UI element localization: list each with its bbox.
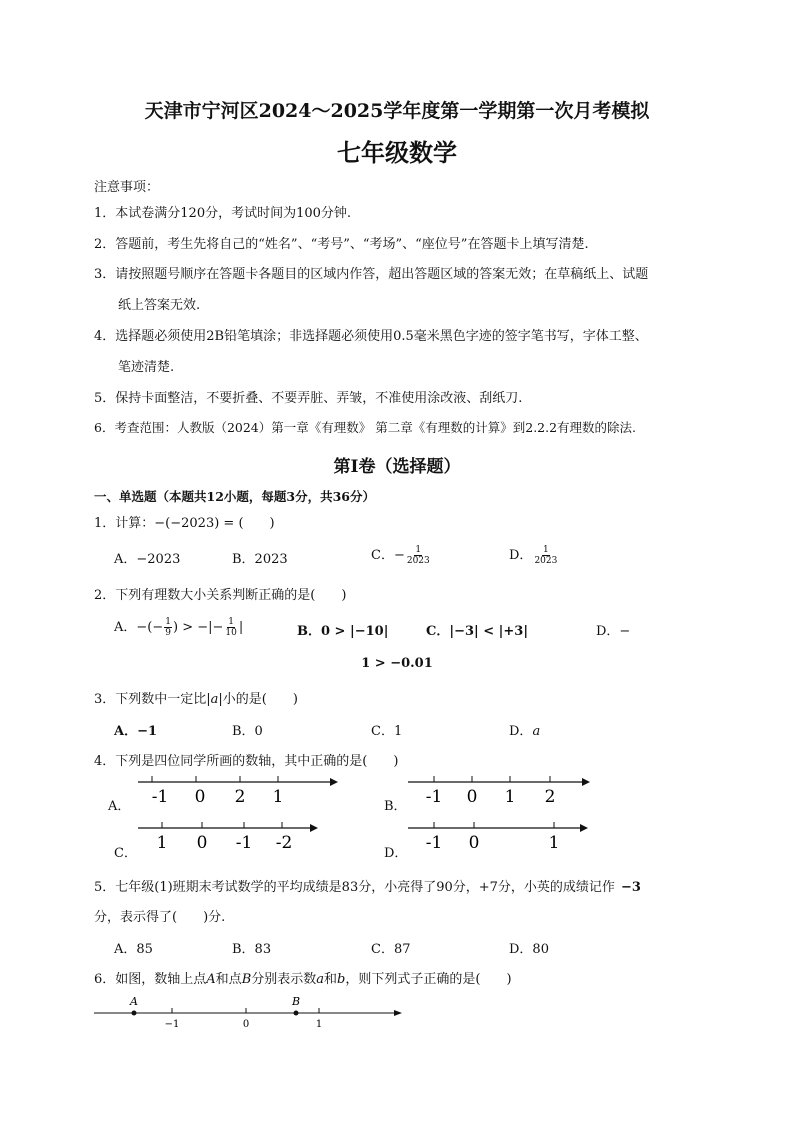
part-heading: 一、单选题（本题共12小题，每题3分，共36分）: [94, 489, 375, 504]
q1-d-num: 1: [543, 545, 549, 555]
note-item: 纸上答案无效.: [118, 298, 201, 313]
q1-option-d-prefix: D．: [509, 548, 533, 563]
exam-subtitle: 七年级数学: [337, 138, 457, 167]
note-item: 1．本试卷满分120分，考试时间为100分钟.: [94, 206, 352, 221]
q2-a-num2: 1: [228, 617, 234, 627]
q4-c-tick-1: 1: [156, 833, 168, 853]
notes-heading: 注意事项：: [94, 180, 160, 195]
q1-option-a: A．−2023: [114, 552, 181, 567]
q4-c-number-line: [138, 818, 320, 858]
q1-option-d: [509, 544, 559, 566]
q1-c-num: 1: [415, 545, 422, 555]
q2-option-d: D．−: [596, 624, 631, 639]
q1-option-c: [371, 544, 432, 566]
q6-stem-mid1: 和点: [215, 972, 242, 987]
q4-c-tick-4: -2: [275, 833, 293, 853]
section-title: 第Ⅰ卷（选择题）: [333, 457, 461, 477]
q2-option-b: B．0 > |−10|: [297, 624, 389, 639]
q1-c-den: 2023: [406, 556, 430, 566]
q4-option-a: A．: [108, 799, 131, 814]
q6-stem-mid3: 和: [324, 972, 338, 987]
q2-option-d-cont: 1 > −0.01: [361, 656, 433, 671]
q4-c-tick-3: -1: [235, 833, 253, 853]
q5-line-2: 分，表示得了( )分.: [94, 910, 226, 925]
q1-d-fraction: [533, 545, 558, 566]
note-item: 笔迹清楚.: [118, 360, 175, 375]
q2-a-prefix: A．−(−: [114, 620, 164, 635]
q4-b-tick-4: 2: [544, 787, 556, 807]
q2-a-mid: ) > −|−: [172, 620, 224, 635]
q1-d-den: 2023: [534, 556, 558, 566]
q6-tick-neg1: −1: [164, 1019, 180, 1030]
q5-option-c: C．87: [371, 942, 411, 957]
q4-a-tick-4: 1: [272, 787, 284, 807]
q1-option-b: B．2023: [232, 552, 288, 567]
q4-option-d: D．: [384, 846, 408, 861]
q5-line-1: [94, 876, 641, 895]
q4-a-tick-1: -1: [151, 787, 169, 807]
q6-point-b: B: [241, 972, 252, 987]
q4-b-tick-3: 1: [504, 787, 516, 807]
q3-d-pre: D．: [509, 724, 533, 739]
q2-a-den1: 9: [165, 628, 171, 638]
q2-a-fraction-1: [164, 617, 172, 638]
q6-tick-1: 1: [315, 1019, 323, 1030]
q6-point-a: A: [206, 972, 216, 987]
q4-d-tick-2: 0: [468, 833, 480, 853]
q4-d-number-line: [408, 818, 590, 858]
q4-a-tick-3: 2: [234, 787, 246, 807]
q6-var-a: a: [316, 972, 325, 987]
q6-var-b: b: [337, 972, 346, 987]
q6-tick-0: 0: [242, 1019, 250, 1030]
q2-a-end: |: [238, 620, 244, 635]
q4-b-tick-1: -1: [425, 787, 443, 807]
q4-stem: 4．下列是四位同学所画的数轴，其中正确的是( ): [94, 754, 399, 769]
q6-stem-mid2: 分别表示数: [251, 972, 317, 987]
q6-stem: [94, 968, 512, 987]
q6-point-a-dot: [132, 1011, 137, 1016]
q6-stem-pre: 6．如图，数轴上点: [94, 972, 207, 987]
q5-line-1-text: 5．七年级(1)班期末考试数学的平均成绩是83分，小亮得了90分，+7分，小英的成绩记作: [94, 880, 615, 895]
q5-option-a: A．85: [114, 942, 153, 957]
note-item: 3．请按照题号顺序在答题卡各题目的区域内作答，超出答题区域的答案无效；在草稿纸上、试题: [94, 267, 649, 282]
q6-label-b: B: [291, 995, 301, 1008]
q2-a-den2: 10: [225, 628, 237, 638]
q2-stem: 2．下列有理数大小关系判断正确的是( ): [94, 588, 347, 603]
q3-d-var: a: [532, 724, 541, 739]
q3-option-a: A．−1: [114, 724, 158, 739]
q3-option-b: B．0: [232, 724, 263, 739]
q5-option-d: D．80: [509, 942, 549, 957]
q6-label-a: A: [130, 995, 138, 1008]
note-item: 4．选择题必须使用2B铅笔填涂；非选择题必须使用0.5毫米黑色字迹的签字笔书写，字体工整、: [94, 329, 648, 344]
q4-b-number-line: [408, 772, 590, 812]
q4-d-tick-3: 1: [548, 833, 560, 853]
q2-option-a: [114, 616, 243, 638]
q6-number-line: [94, 995, 404, 1035]
q2-a-fraction-2: [224, 617, 237, 638]
note-item: 5．保持卡面整洁，不要折叠、不要弄脏、弄皱，不准使用涂改液、刮纸刀.: [94, 391, 523, 406]
q5-line-1-value: −3: [620, 880, 641, 895]
q1-option-c-prefix: C．−: [371, 548, 405, 563]
q2-option-c: C．|−3| < |+3|: [426, 624, 529, 639]
q4-c-tick-2: 0: [196, 833, 208, 853]
q2-a-num1: 1: [165, 617, 171, 627]
q3-option-d: [509, 720, 540, 739]
q1-c-fraction: [406, 545, 431, 566]
q3-stem: [94, 688, 298, 707]
q3-stem-var: a: [210, 692, 219, 707]
note-item: 2．答题前，考生先将自己的“姓名”、“考号”、“考场”、“座位号”在答题卡上填写清楚.: [94, 237, 589, 252]
exam-title: 天津市宁河区2024～2025学年度第一学期第一次月考模拟: [144, 100, 650, 122]
q3-option-c: C．1: [371, 724, 403, 739]
q1-stem: 1．计算：−(−2023) = ( ): [94, 516, 275, 531]
q3-stem-post: |小的是( ): [218, 692, 298, 707]
note-item: 6．考查范围：人教版（2024）第一章《有理数》 第二章《有理数的计算》到2.2.2有理数的除法.: [94, 420, 637, 435]
q6-stem-post: ，则下列式子正确的是( ): [345, 972, 512, 987]
q6-point-b-dot: [294, 1011, 299, 1016]
q4-a-number-line: [138, 772, 338, 812]
q5-option-b: B．83: [232, 942, 272, 957]
q4-option-b: B．: [384, 799, 407, 814]
q4-option-c: C．: [114, 846, 137, 861]
q4-b-tick-2: 0: [466, 787, 478, 807]
q3-stem-pre: 3．下列数中一定比|: [94, 692, 211, 707]
q4-d-tick-1: -1: [425, 833, 443, 853]
q4-a-tick-2: 0: [194, 787, 206, 807]
